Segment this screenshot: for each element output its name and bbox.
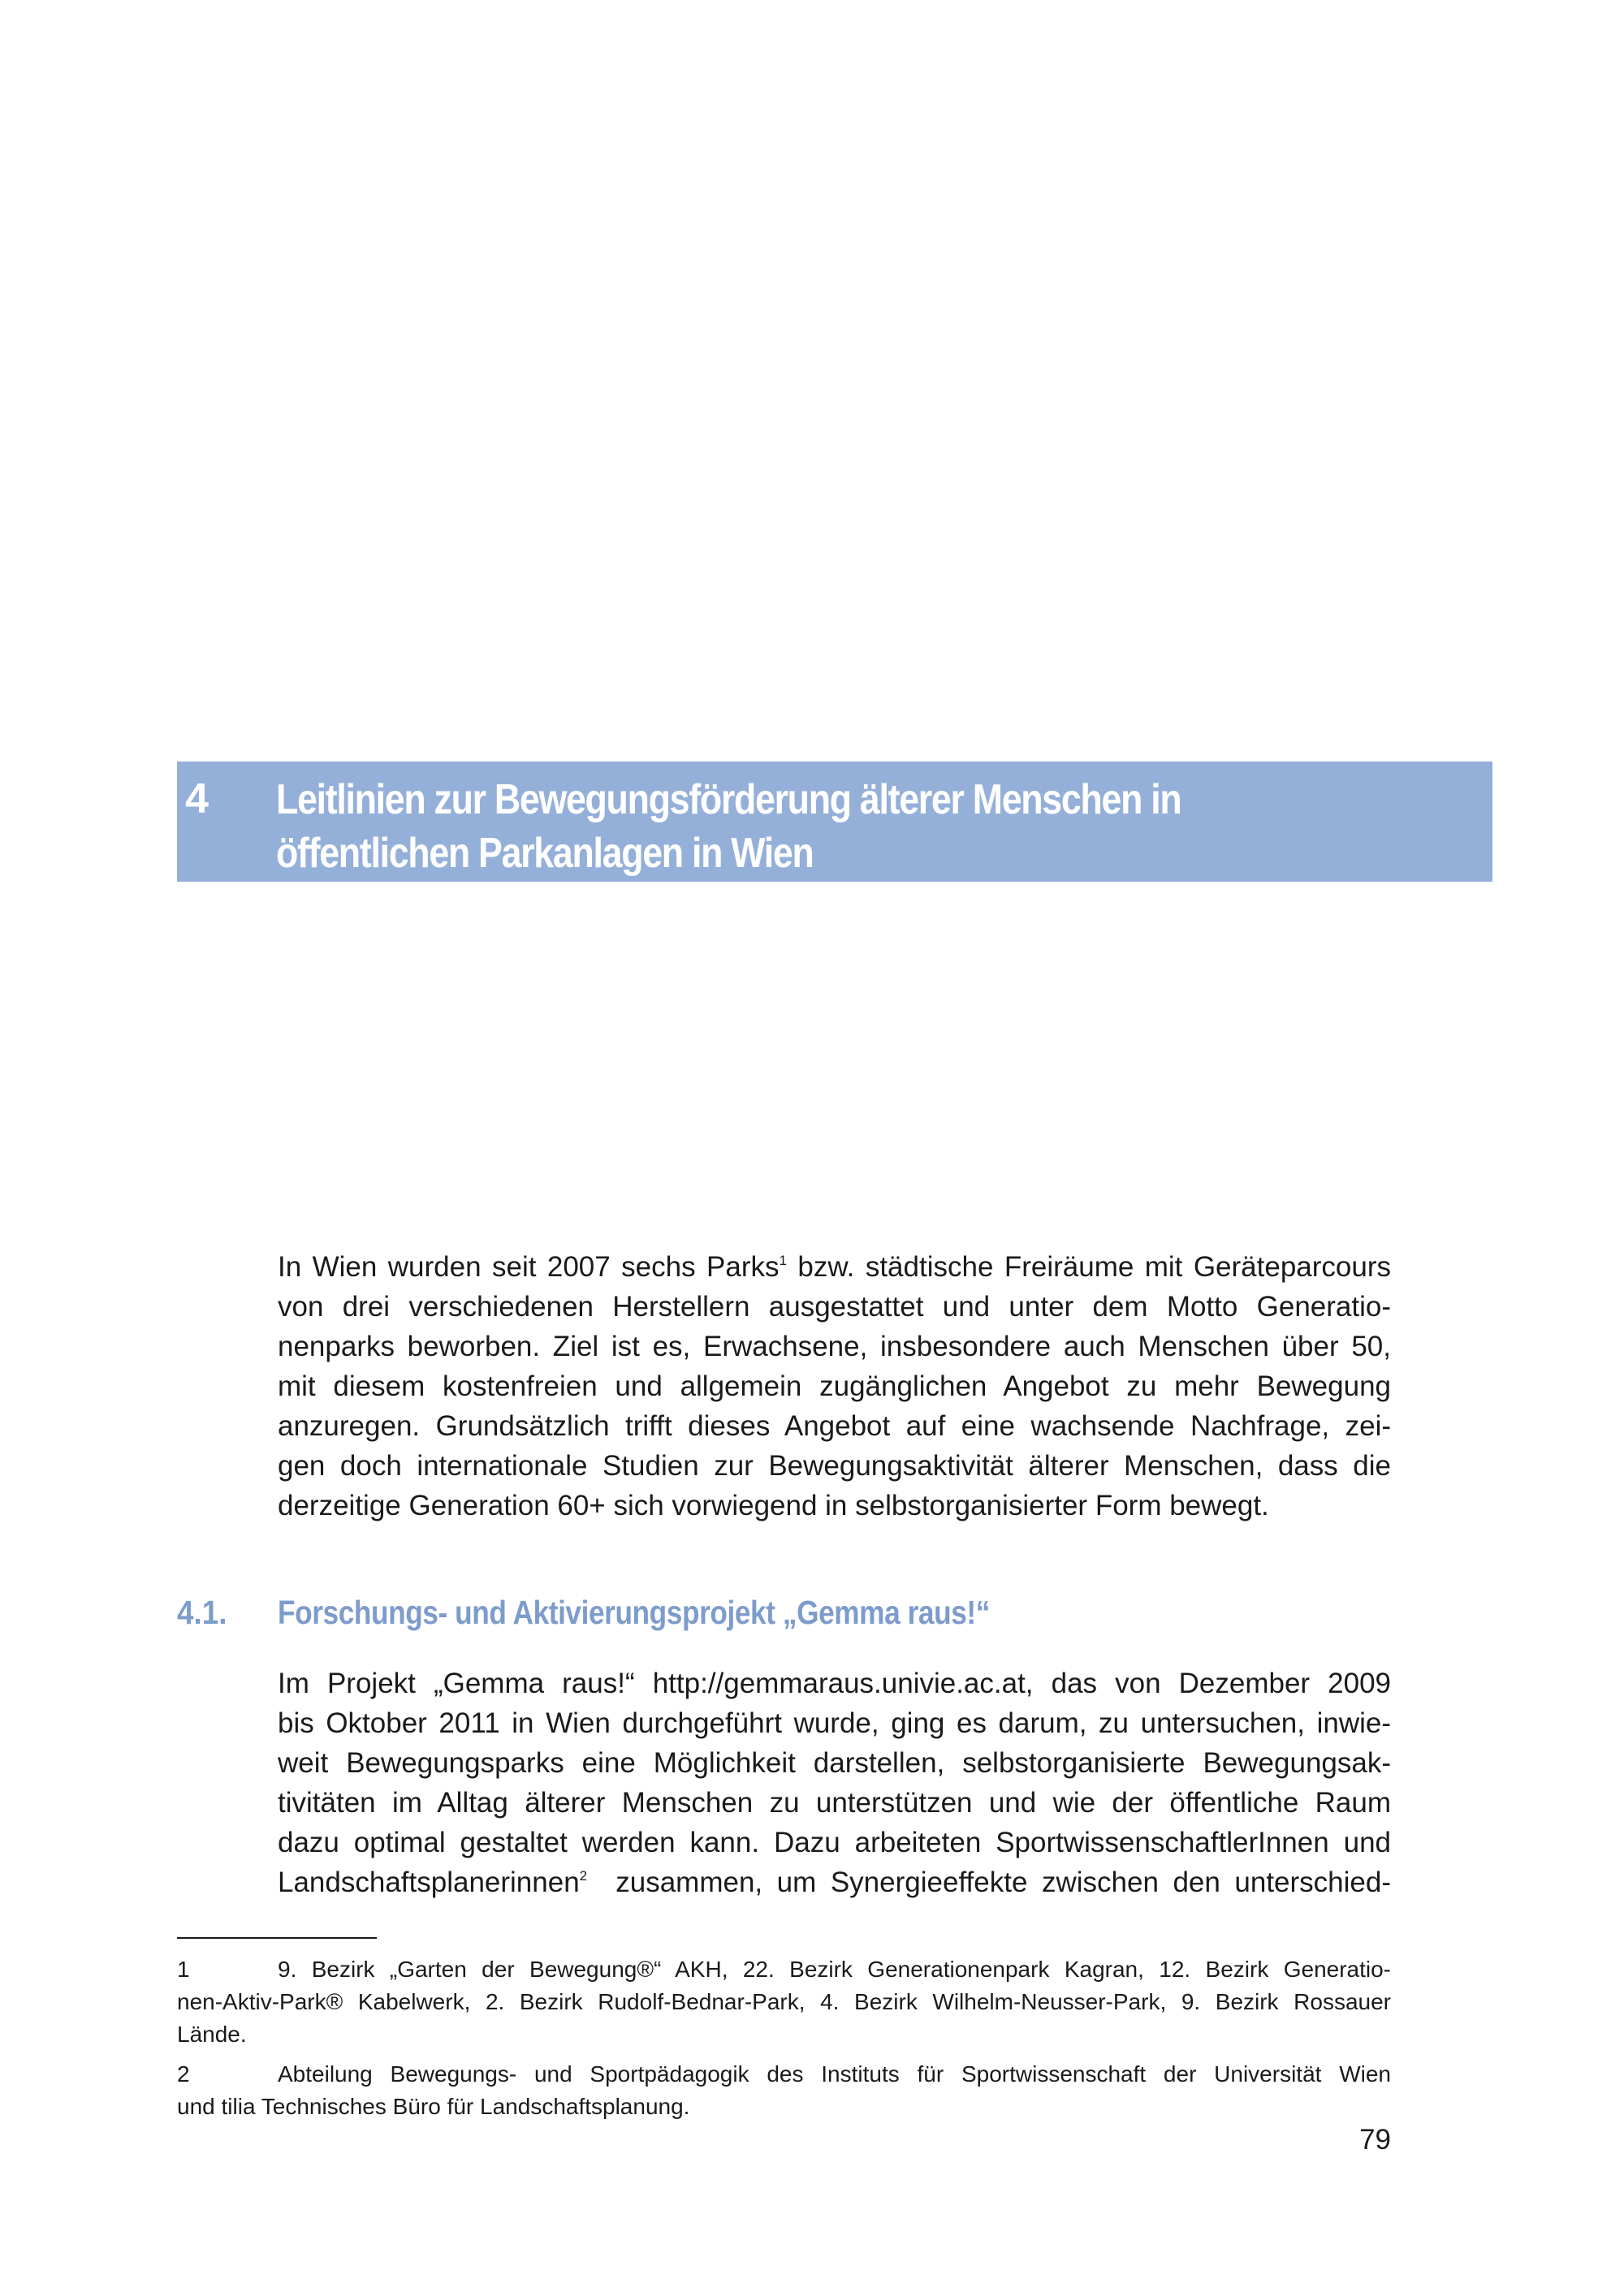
chapter-heading <box>177 762 1492 882</box>
page-number: 79 <box>1359 2124 1391 2156</box>
paragraph-line: bis Oktober 2011 in Wien durchgeführt wurde, ging es darum, zu untersuchen, inwie- <box>278 1707 1391 1739</box>
paragraph-line: Im Projekt „Gemma raus!“ http://gemmaraus.univie.ac.at, das von Dezember 2009 <box>278 1668 1391 1699</box>
paragraph-line: gen doch internationale Studien zur Bewegungsaktivität älterer Menschen, dass die <box>278 1450 1391 1482</box>
paragraph-line: anzuregen. Grundsätzlich trifft dieses Angebot auf eine wachsende Nachfrage, zei- <box>278 1410 1391 1442</box>
paragraph-line: dazu optimal gestaltet werden kann. Dazu arbeiteten SportwissenschaftlerInnen und <box>278 1827 1391 1858</box>
footnote <box>177 2058 1391 2123</box>
footnote-line: nen-Aktiv-Park® Kabelwerk, 2. Bezirk Rudolf-Bednar-Park, 4. Bezirk Wilhelm-Neusser-Park, 9. Bezirk Rossauer <box>177 1989 1391 2014</box>
intro-paragraph <box>278 1247 1391 1526</box>
chapter-title-line: Leitlinien zur Bewegungsförderung älterer Menschen in <box>276 776 1181 823</box>
footnote-number: 2 <box>177 2061 190 2087</box>
chapter-title <box>276 773 1428 880</box>
paragraph-line: von drei verschiedenen Herstellern ausgestattet und unter dem Motto Generatio- <box>278 1291 1391 1323</box>
section-number: 4.1. <box>177 1594 227 1631</box>
paragraph-line: derzeitige Generation 60+ sich vorwiegend in selbstorganisierter Form bewegt. <box>278 1490 1269 1521</box>
footnote-reference[interactable]: 1 <box>779 1253 787 1268</box>
chapter-number: 4 <box>185 775 209 822</box>
paragraph-line: Landschaftsplanerinnen$^2$ zusammen, um Synergieeffekte zwischen den unterschied- <box>278 1867 1391 1898</box>
section-title: Forschungs- und Aktivierungsprojekt „Gemma raus!“ <box>278 1594 990 1631</box>
chapter-title-line: öffentlichen Parkanlagen in Wien <box>276 830 814 877</box>
paragraph-line: tivitäten im Alltag älterer Menschen zu unterstützen und wie der öffentliche Raum <box>278 1787 1391 1819</box>
footnote-number: 1 <box>177 1957 190 1982</box>
section-paragraph <box>278 1664 1391 1902</box>
paragraph-line: In Wien wurden seit 2007 sechs Parks$^1$ bzw. städtische Freiräume mit Geräteparcours <box>278 1251 1391 1283</box>
footnote-line: 2 Abteilung Bewegungs- und Sportpädagogik des Instituts für Sportwissenschaft der Universität Wien <box>177 2058 1391 2091</box>
paragraph-line: mit diesem kostenfreien und allgemein zugänglichen Angebot zu mehr Bewegung <box>278 1370 1391 1402</box>
footnote-reference[interactable]: 2 <box>579 1868 588 1884</box>
footnote-separator <box>177 1937 377 1939</box>
footnote-line: 1 9. Bezirk „Garten der Bewegung®“ AKH, 22. Bezirk Generationenpark Kagran, 12. Bezirk Generatio- <box>177 1953 1391 1986</box>
paragraph-line: weit Bewegungsparks eine Möglichkeit darstellen, selbstorganisierte Bewegungsak- <box>278 1747 1391 1779</box>
footnote-line: und tilia Technisches Büro für Landschaftsplanung. <box>177 2094 690 2119</box>
footnote-line: Lände. <box>177 2022 247 2047</box>
footnote <box>177 1953 1391 2051</box>
paragraph-line: nenparks beworben. Ziel ist es, Erwachsene, insbesondere auch Menschen über 50, <box>278 1331 1391 1362</box>
